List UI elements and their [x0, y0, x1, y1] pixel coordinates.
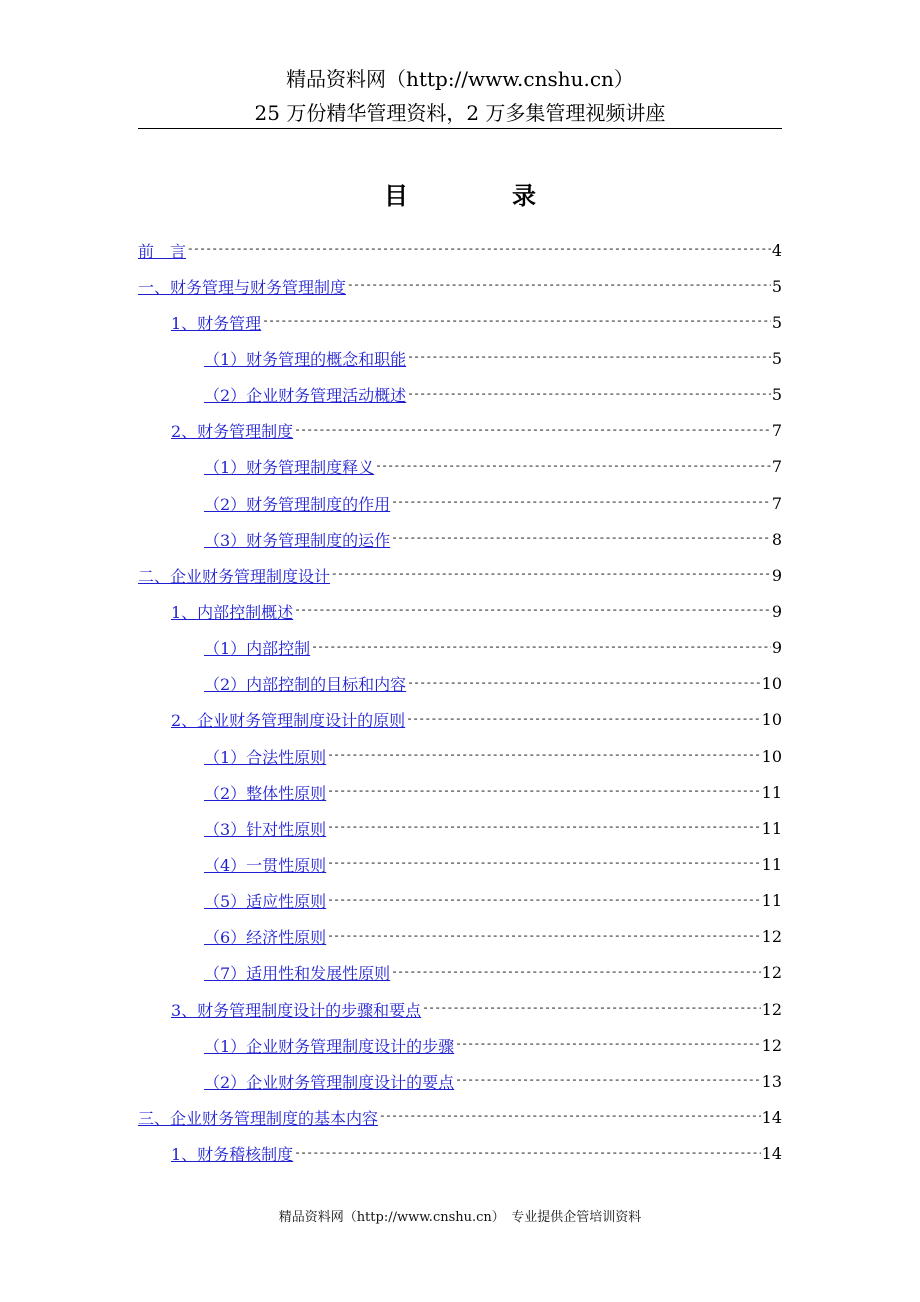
toc-page-number: 11	[761, 782, 782, 802]
page-footer: 精品资料网（http://www.cnshu.cn） 专业提供企管培训资料	[278, 1210, 642, 1225]
toc-page-number: 7	[771, 457, 782, 477]
toc-page-number: 4	[771, 240, 782, 260]
toc-entry	[138, 991, 782, 1027]
toc-page-number: 7	[771, 493, 782, 513]
toc-entry-link[interactable]: （1）财务管理制度释义	[204, 458, 375, 478]
toc-entry	[138, 449, 782, 485]
toc-page-number: 13	[761, 1071, 782, 1091]
toc-page-number: 5	[771, 312, 782, 332]
toc-page-number: 5	[771, 385, 782, 405]
toc-entry	[138, 1027, 782, 1063]
toc-entry-link[interactable]: 2、企业财务管理制度设计的原则	[171, 711, 406, 731]
toc-entry-link[interactable]: （2）企业财务管理制度设计的要点	[204, 1072, 455, 1092]
toc-entry	[138, 810, 782, 846]
toc-dot-leader	[294, 1148, 760, 1160]
toc-entry	[138, 955, 782, 991]
toc-entry-link[interactable]: 1、内部控制概述	[171, 602, 294, 622]
toc-entry-link[interactable]: 一、财务管理与财务管理制度	[138, 277, 347, 297]
toc-entry-link[interactable]: 前 言	[138, 241, 187, 261]
toc-entry	[138, 413, 782, 449]
toc-dot-leader	[327, 822, 760, 834]
toc-page-number: 10	[761, 710, 782, 730]
toc-dot-leader	[407, 678, 760, 690]
toc-page-number: 9	[771, 601, 782, 621]
toc-entry	[138, 1136, 782, 1172]
toc-page-number: 12	[761, 1035, 782, 1055]
toc-dot-leader	[187, 244, 771, 256]
toc-entry	[138, 268, 782, 304]
toc-entry	[138, 1063, 782, 1099]
toc-dot-leader	[455, 1039, 760, 1051]
toc-page-number: 8	[771, 529, 782, 549]
toc-entry-link[interactable]: （2）财务管理制度的作用	[204, 494, 391, 514]
toc-entry	[138, 883, 782, 919]
toc-entry	[138, 521, 782, 557]
toc-dot-leader	[327, 750, 760, 762]
toc-dot-leader	[311, 642, 771, 654]
toc-entry-link[interactable]: 三、企业财务管理制度的基本内容	[138, 1108, 379, 1128]
toc-entry	[138, 919, 782, 955]
toc-entry	[138, 340, 782, 376]
toc-dot-leader	[327, 931, 760, 943]
toc-entry	[138, 593, 782, 629]
toc-entry	[138, 738, 782, 774]
toc-dot-leader	[407, 389, 771, 401]
toc-page-number: 10	[761, 746, 782, 766]
header-divider	[138, 128, 782, 129]
toc-dot-leader	[391, 967, 760, 979]
toc-page-number: 5	[771, 276, 782, 296]
toc-entry	[138, 702, 782, 738]
header-line-1: 精品资料网（http://www.cnshu.cn）	[286, 67, 634, 91]
toc-page-number: 7	[771, 421, 782, 441]
toc-page-number: 14	[761, 1144, 782, 1164]
toc-page-number: 11	[761, 818, 782, 838]
toc-dot-leader	[327, 895, 760, 907]
toc-entry-link[interactable]: （1）财务管理的概念和职能	[204, 349, 407, 369]
toc-dot-leader	[327, 786, 760, 798]
toc-dot-leader	[262, 316, 771, 328]
toc-dot-leader	[391, 497, 771, 509]
toc-dot-leader	[407, 352, 771, 364]
toc-dot-leader	[455, 1075, 760, 1087]
toc-entry-link[interactable]: （5）适应性原则	[204, 892, 327, 912]
toc-page-number: 11	[761, 854, 782, 874]
toc-dot-leader	[406, 714, 760, 726]
toc-entry-link[interactable]: （2）整体性原则	[204, 783, 327, 803]
toc-entry	[138, 232, 782, 268]
toc-page-number: 14	[761, 1107, 782, 1127]
toc-entry-link[interactable]: （1）合法性原则	[204, 747, 327, 767]
toc-entry-link[interactable]: （7）适用性和发展性原则	[204, 964, 391, 984]
toc-page-number: 12	[761, 963, 782, 983]
toc-dot-leader	[422, 1003, 760, 1015]
toc-entry	[138, 1099, 782, 1135]
toc-entry	[138, 774, 782, 810]
toc-entry-link[interactable]: 1、财务管理	[171, 313, 262, 333]
toc-dot-leader	[379, 1111, 761, 1123]
toc-dot-leader	[375, 461, 771, 473]
toc-entry-link[interactable]: （2）内部控制的目标和内容	[204, 675, 407, 695]
toc-dot-leader	[347, 280, 771, 292]
toc-entry-link[interactable]: （1）内部控制	[204, 639, 311, 659]
toc-entry	[138, 630, 782, 666]
toc-entry	[138, 666, 782, 702]
toc-dot-leader	[327, 858, 760, 870]
toc-entry	[138, 304, 782, 340]
toc-page-number: 10	[761, 674, 782, 694]
toc-page-number: 11	[761, 891, 782, 911]
toc-entry-link[interactable]: 2、财务管理制度	[171, 422, 294, 442]
toc-entry-link[interactable]: （4）一贯性原则	[204, 855, 327, 875]
toc-entry-link[interactable]: 1、财务稽核制度	[171, 1145, 294, 1165]
toc-entry-link[interactable]: （2）企业财务管理活动概述	[204, 386, 407, 406]
toc-entry-link[interactable]: （1）企业财务管理制度设计的步骤	[204, 1036, 455, 1056]
toc-page-number: 12	[761, 999, 782, 1019]
toc-dot-leader	[294, 425, 771, 437]
page-header	[138, 62, 782, 130]
toc-entry-link[interactable]: （3）针对性原则	[204, 819, 327, 839]
table-of-contents	[138, 232, 782, 1172]
toc-page-number: 12	[761, 927, 782, 947]
toc-dot-leader	[331, 569, 771, 581]
toc-page-number: 9	[771, 638, 782, 658]
toc-entry	[138, 485, 782, 521]
toc-entry	[138, 377, 782, 413]
toc-page-number: 9	[771, 565, 782, 585]
toc-dot-leader	[294, 605, 771, 617]
toc-entry-link[interactable]: （6）经济性原则	[204, 928, 327, 948]
header-line-2: 25 万份精华管理资料，2 万多集管理视频讲座	[254, 101, 666, 125]
toc-page-number: 5	[771, 348, 782, 368]
toc-title: 目 录	[384, 181, 576, 210]
toc-entry-link[interactable]: （3）财务管理制度的运作	[204, 530, 391, 550]
toc-dot-leader	[391, 533, 771, 545]
toc-entry-link[interactable]: 3、财务管理制度设计的步骤和要点	[171, 1000, 422, 1020]
toc-entry-link[interactable]: 二、企业财务管理制度设计	[138, 566, 331, 586]
toc-entry	[138, 557, 782, 593]
toc-entry	[138, 846, 782, 882]
